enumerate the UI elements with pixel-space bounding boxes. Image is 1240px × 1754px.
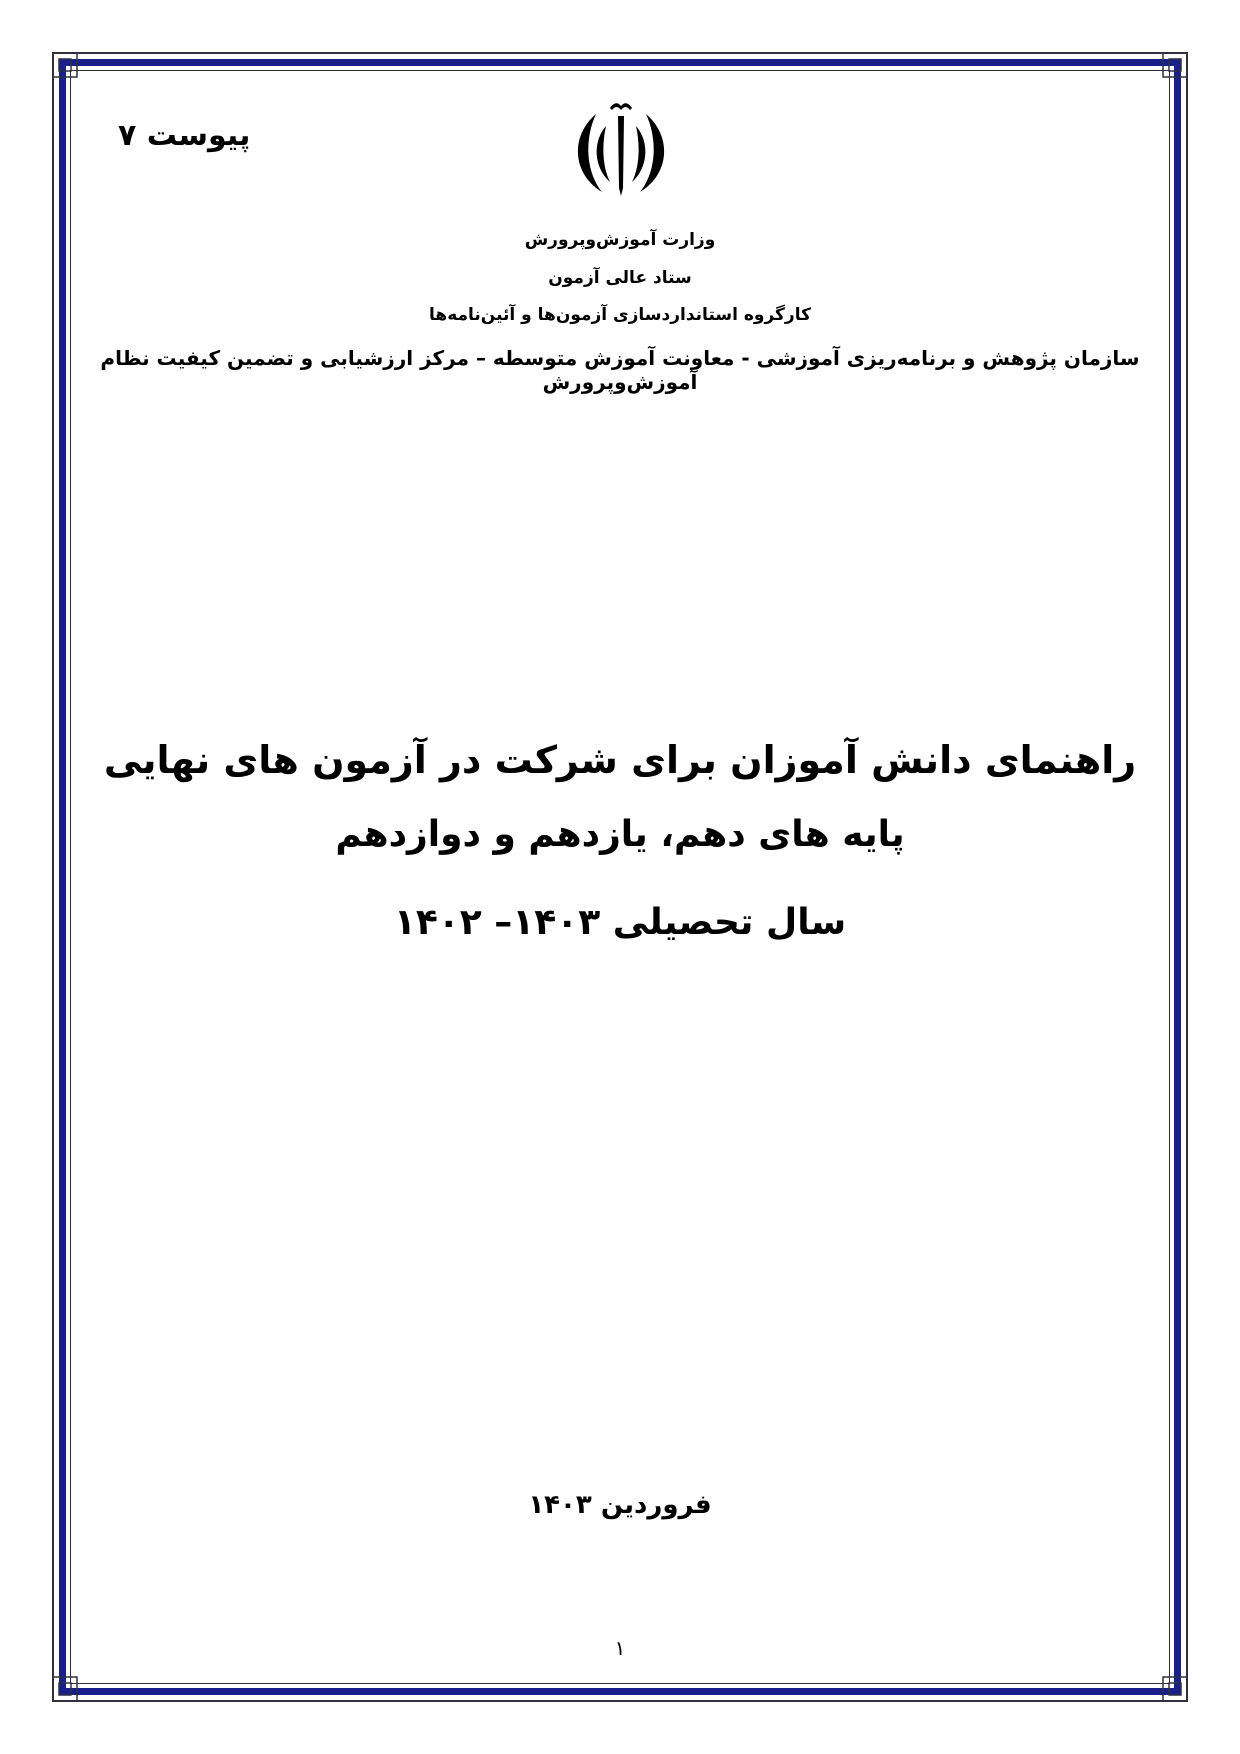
- document-subtitle-year: سال تحصیلی ۱۴۰۳– ۱۴۰۲: [393, 902, 847, 943]
- attachment-label: پیوست ۷: [118, 118, 251, 153]
- working-group-name: کارگروه استانداردسازی آزمون‌ها و آئین‌نامه‌ها: [429, 305, 811, 325]
- publication-date: فروردین ۱۴۰۳: [528, 1490, 712, 1520]
- organizations-line: سازمان پژوهش و برنامه‌ریزی آموزشی - معاونت آموزش متوسطه – مرکز ارزشیابی و تضمین کیفیت نظام آموزش‌وپرورش: [100, 346, 1140, 394]
- headquarters-name: ستاد عالی آزمون: [548, 268, 692, 288]
- corner-ornament-icon: [1162, 1676, 1188, 1702]
- national-emblem-icon: [566, 96, 676, 200]
- document-subtitle-grades: پایه های دهم، یازدهم و دوازدهم: [335, 814, 905, 855]
- corner-ornament-icon: [1162, 52, 1188, 78]
- document-title: راهنمای دانش آموزان برای شرکت در آزمون های نهایی: [103, 738, 1137, 782]
- ministry-name: وزارت آموزش‌وپرورش: [524, 230, 716, 250]
- corner-ornament-icon: [52, 1676, 78, 1702]
- corner-ornament-icon: [52, 52, 78, 78]
- page-number: ۱: [614, 1636, 626, 1660]
